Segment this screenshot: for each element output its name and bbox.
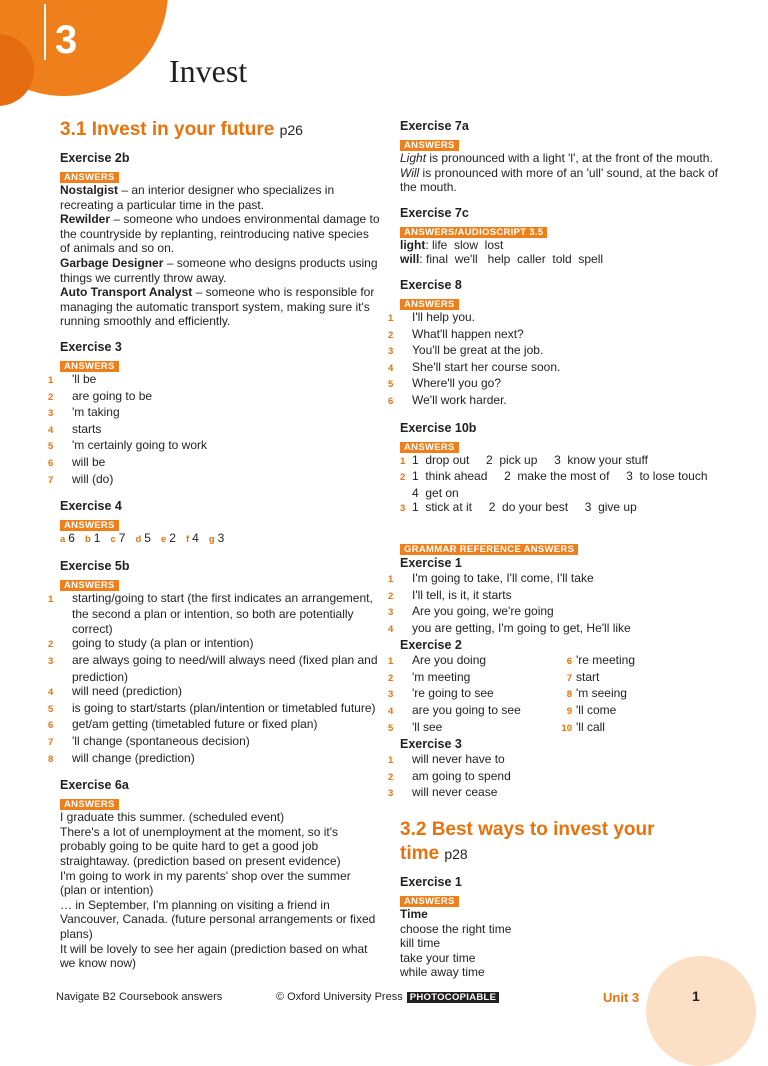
answer-item: [388, 587, 720, 605]
grammar-reference-badge: GRAMMAR REFERENCE ANSWERS: [400, 544, 578, 555]
item-letter: e: [160, 534, 167, 546]
item-text: 1 drop out 2 pick up 3 know your stuff: [412, 452, 648, 467]
exercise-title: Exercise 3: [400, 737, 462, 752]
item-number: 6: [388, 395, 394, 407]
item-number: 1: [388, 573, 394, 585]
item-number: 10: [561, 722, 572, 734]
answer-line: It will be lovely to see her again (prediction based on what we know now): [60, 941, 368, 971]
item-number: 3: [388, 607, 394, 619]
answer-item: [556, 670, 712, 687]
answer-item: [48, 750, 380, 768]
item-text: 'm seeing: [576, 686, 627, 701]
exercise-2b: [60, 150, 380, 329]
item-text: will be: [72, 454, 106, 469]
item-text: starts: [72, 421, 102, 436]
item-text: 'm meeting: [412, 669, 471, 684]
item-text: are you going to see: [412, 703, 521, 718]
item-number: 6: [48, 457, 54, 469]
answer-item: [388, 669, 556, 687]
exercise-title: Exercise 6a: [60, 778, 129, 793]
item-text: 'll be: [72, 371, 97, 386]
item-number: 2: [48, 639, 54, 651]
footer-copyright: © Oxford University Press PHOTOCOPIABLE: [276, 991, 499, 1004]
item-number: 4: [48, 687, 54, 699]
item-letter: a: [60, 534, 66, 546]
answer-item: [48, 454, 380, 472]
answer-line: … in September, I'm planning on visiting a friend in Vancouver, Canada. (future personal arrangements or fixed plans): [60, 897, 376, 941]
item-number: 1: [388, 755, 394, 767]
definition-term: Auto Transport Analyst: [60, 285, 193, 300]
item-number: 1: [48, 374, 54, 386]
item-text: will need (prediction): [72, 684, 183, 699]
answer-item: [48, 653, 380, 684]
item-text: will change (prediction): [72, 750, 195, 765]
definition-text: – someone who undoes environmental damage to the countryside by replanting, reintroducing native species of animals and so on.: [60, 212, 380, 256]
item-answer: 1: [93, 531, 101, 546]
answers-badge: ANSWERS: [60, 520, 119, 531]
item-number: 5: [388, 379, 394, 391]
exercise-title: Exercise 1: [400, 555, 462, 570]
answer-item: [556, 720, 712, 737]
answer-item: [400, 453, 720, 470]
item-text: 'll come: [576, 703, 617, 718]
answer-item: [48, 636, 380, 653]
exercise-4: [60, 498, 380, 548]
item-letter: f: [185, 534, 190, 546]
unit-title: Invest: [169, 53, 248, 89]
item-number: 6: [566, 656, 572, 668]
item-text: is going to start/starts (plan/intention or timetabled future): [72, 700, 376, 715]
item-number: 6: [48, 720, 54, 732]
item-letter: d: [135, 534, 142, 546]
item-answer: 7: [118, 531, 126, 546]
item-text: 1 stick at it 2 do your best 3 give up: [412, 500, 637, 515]
item-text: 're going to see: [412, 686, 494, 701]
item-answer: 4: [192, 531, 199, 546]
answer-line: while away time: [400, 965, 485, 980]
answer-item: [48, 388, 380, 406]
item-letter: c: [110, 534, 116, 546]
item-number: 5: [48, 703, 54, 715]
answer-item: [388, 392, 720, 410]
item-number: 9: [566, 706, 572, 718]
item-number: 7: [48, 474, 54, 486]
answer-item: [388, 376, 720, 393]
item-answer: 6: [68, 531, 75, 546]
item-text: will (do): [72, 471, 114, 486]
item-number: 4: [388, 623, 394, 635]
answer-item: [388, 686, 556, 703]
item-number: 1: [400, 455, 406, 467]
exercise-title: Exercise 7a: [400, 119, 469, 133]
item-text: will never cease: [412, 785, 498, 800]
item-text: What'll happen next?: [412, 326, 524, 341]
item-number: 1: [388, 656, 394, 668]
grammar-reference: [388, 541, 720, 802]
item-text: going to study (a plan or intention): [72, 636, 254, 651]
item-number: 2: [48, 391, 54, 403]
answer-heading: Time: [400, 907, 428, 922]
page-number-circle: [646, 956, 756, 1066]
exercise-title: Exercise 2b: [60, 151, 130, 165]
answer-item: [48, 734, 380, 751]
answer-item: [400, 486, 720, 501]
exercise-title: Exercise 3: [60, 339, 122, 354]
footer-book-title: Navigate B2 Coursebook answers: [56, 991, 223, 1003]
item-text: 1 think ahead 2 make the most of 3 to lose touch: [412, 469, 708, 484]
exercise-title: Exercise 7c: [400, 205, 469, 220]
item-number: 2: [388, 590, 394, 602]
item-number: 8: [566, 689, 572, 701]
item-text: 'm taking: [72, 405, 120, 420]
exercise-title: Exercise 2: [400, 638, 462, 653]
definition-term: Garbage Designer: [60, 255, 164, 270]
answer-item: [48, 700, 380, 718]
exercise-title: Exercise 5b: [60, 558, 130, 573]
item-number: 2: [388, 329, 394, 341]
exercise-title: Exercise 4: [60, 499, 122, 514]
item-number: 3: [400, 503, 406, 515]
item-number: 7: [48, 737, 54, 749]
left-column: [48, 118, 380, 971]
item-number: 3: [388, 689, 394, 701]
item-text: Where'll you go?: [412, 376, 502, 391]
item-number: 2: [388, 672, 394, 684]
section-title: 3.1 Invest in your future p26: [60, 119, 303, 140]
answers-badge: ANSWERS: [60, 799, 119, 810]
item-number: 3: [388, 346, 394, 358]
answer-line: I'm going to work in my parents' shop over the summer (plan or intention): [60, 868, 351, 898]
exercise-10b: [400, 420, 720, 517]
answer-item: [48, 405, 380, 422]
answer-item: [388, 326, 720, 344]
exercise-3: [48, 339, 380, 488]
exercise-8: [388, 277, 720, 410]
answers-badge: ANSWERS: [60, 172, 119, 183]
answer-line: I graduate this summer. (scheduled event): [60, 810, 285, 825]
item-text: She'll start her course soon.: [412, 359, 561, 374]
definition-item: [60, 183, 380, 212]
answer-item: [388, 359, 720, 377]
answer-item: [400, 500, 720, 517]
item-text: are always going to need/will always need (fixed plan and prediction): [72, 653, 378, 684]
answers-badge: ANSWERS: [400, 896, 459, 907]
answers-badge: ANSWERS: [400, 442, 459, 453]
definition-term: Nostalgist: [60, 183, 119, 197]
exercise-7c: [400, 205, 720, 267]
exercise-6a: [60, 777, 380, 971]
answer-item: [388, 703, 556, 720]
answer-line: choose the right time: [400, 921, 512, 936]
item-text: Are you going, we're going: [412, 604, 554, 619]
answers-badge: ANSWERS: [400, 140, 459, 151]
answer-line: will: final we'll help caller told spell: [400, 252, 604, 267]
definition-text: – an interior designer who specializes in recreating a particular time in the past.: [60, 183, 335, 212]
item-number: 5: [48, 441, 54, 453]
answer-item: [556, 703, 712, 720]
exercise-5b: [48, 558, 380, 768]
answer-item: [48, 421, 380, 439]
item-number: 3: [388, 788, 394, 800]
item-number: 3: [48, 656, 54, 668]
answer-item: [388, 604, 720, 621]
item-number: 2: [400, 472, 406, 484]
answer-item: [388, 785, 720, 802]
answer-item: [556, 686, 712, 703]
answer-item: [48, 684, 380, 701]
item-text: 'll change (spontaneous decision): [72, 734, 250, 749]
answers-audioscript-badge: ANSWERS/AUDIOSCRIPT 3.5: [400, 227, 547, 238]
answer-item: [388, 309, 720, 327]
answer-item: [388, 653, 556, 670]
definition-term: Rewilder: [60, 212, 111, 227]
item-text: are going to be: [72, 388, 153, 403]
item-text: Are you doing: [412, 653, 487, 668]
item-number: 4: [48, 424, 54, 436]
item-text: starting/going to start (the first indicates an arrangement, the second a plan or intention, so both are potentially correct): [72, 590, 373, 636]
exercise-title: Exercise 8: [400, 277, 462, 292]
unit-tab-divider: [44, 4, 46, 60]
answer-item: [48, 590, 380, 637]
answer-item: [388, 752, 720, 769]
item-text: am going to spend: [412, 768, 511, 783]
answers-badge: ANSWERS: [60, 580, 119, 591]
item-text: start: [576, 669, 600, 684]
page-number: 1: [692, 988, 700, 1004]
exercise-title: Exercise 10b: [400, 420, 477, 435]
item-number: 4: [388, 362, 394, 374]
answer-item: [388, 343, 720, 360]
answer-item: [388, 620, 720, 638]
item-number: 8: [48, 753, 54, 765]
definition-item: [60, 256, 380, 285]
item-text: 'll call: [576, 719, 605, 734]
answers-badge: ANSWERS: [400, 299, 459, 310]
item-text: 'll see: [412, 719, 443, 734]
footer-unit: Unit 3: [603, 990, 640, 1005]
answer-item: [48, 438, 380, 455]
answers-badge: ANSWERS: [60, 361, 119, 372]
answer-item: [400, 469, 720, 486]
photocopiable-badge: PHOTOCOPIABLE: [407, 992, 500, 1003]
answer-line: kill time: [400, 936, 441, 951]
item-letter: g: [208, 534, 215, 546]
item-text: will never have to: [412, 752, 505, 767]
answer-item: [388, 719, 556, 737]
item-text: You'll be great at the job.: [412, 343, 544, 358]
item-text: get/am getting (timetabled future or fixed plan): [72, 717, 318, 732]
answer-item: [556, 653, 712, 670]
item-answer: 2: [169, 531, 176, 546]
section-title: 3.2 Best ways to invest your time p28: [400, 819, 655, 865]
item-letter: b: [84, 534, 91, 546]
definition-text: – someone who is responsible for managing the automatic transport system, making sure it's running smoothly and efficiently.: [60, 285, 375, 329]
answer-text: Light is pronounced with a light 'l', at the front of the mouth. Will is pronounced with more of an 'ull' sound, at the back of the mouth.: [400, 151, 718, 195]
right-column: [388, 118, 720, 980]
answer-item: [48, 717, 380, 734]
answer-item: [48, 471, 380, 489]
item-text: you are getting, I'm going to get, He'll like: [412, 620, 631, 635]
answer-item: [388, 768, 720, 786]
item-text: I'll tell, is it, it starts: [412, 587, 512, 602]
item-text: 'm certainly going to work: [72, 438, 208, 453]
unit-number: 3: [55, 18, 78, 62]
answer-line: There's a lot of unemployment at the moment, so it's probably going to be quite hard to get a good job straightaway. (prediction based on present evidence): [60, 824, 341, 868]
answer-line: light: life slow lost: [400, 237, 504, 252]
answer-line: take your time: [400, 950, 476, 965]
item-number: 2: [388, 771, 394, 783]
exercise-7a: [400, 118, 720, 195]
item-text: 4 get on: [412, 485, 459, 500]
item-number: 7: [566, 672, 572, 684]
answer-item: [388, 570, 720, 588]
definition-item: [60, 212, 380, 256]
item-text: I'm going to take, I'll come, I'll take: [412, 570, 594, 585]
item-text: 're meeting: [576, 653, 635, 668]
exercise-title: Exercise 1: [400, 875, 462, 890]
item-number: 1: [48, 593, 54, 605]
item-answer: 3: [217, 531, 225, 546]
item-number: 4: [388, 706, 394, 718]
item-text: I'll help you.: [412, 309, 475, 324]
item-text: We'll work harder.: [412, 392, 507, 407]
item-answer: 5: [144, 531, 151, 546]
definition-text: – someone who designs products using things we currently throw away.: [60, 255, 378, 285]
two-column-answers: [388, 653, 720, 736]
definition-item: [60, 285, 380, 329]
answer-item: [48, 371, 380, 389]
item-number: 3: [48, 408, 54, 420]
item-number: 1: [388, 312, 394, 324]
item-number: 5: [388, 722, 394, 734]
